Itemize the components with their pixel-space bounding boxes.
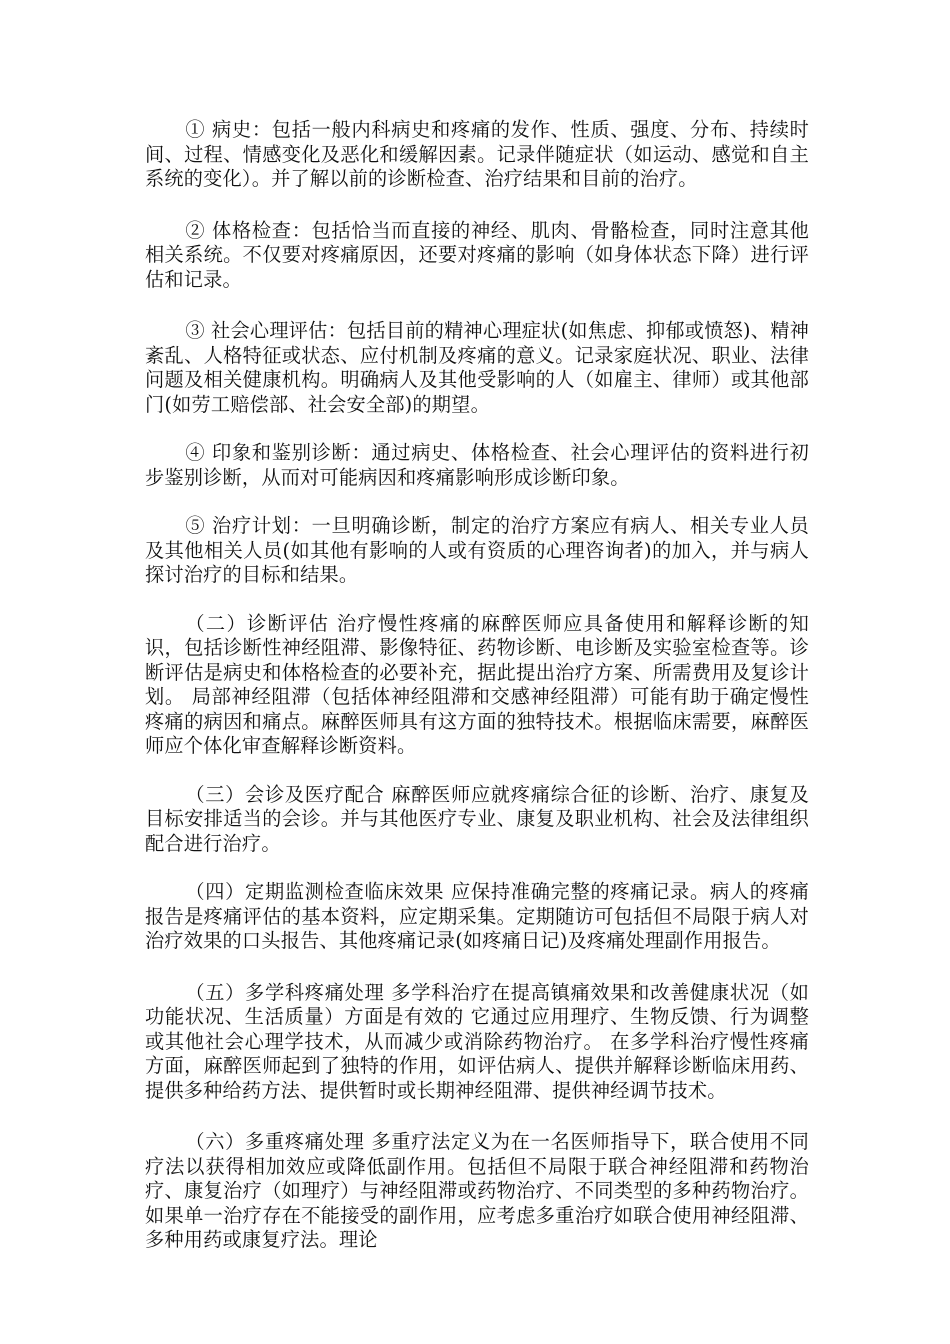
paragraph-consultation: （三）会诊及医疗配合 麻醉医师应就疼痛综合征的诊断、治疗、康复及目标安排适当的会诊。并与其他医疗专业、康复及职业机构、社会及法律组织配合进行治疗。	[145, 782, 809, 855]
paragraph-physical-exam: ② 体格检查：包括恰当而直接的神经、肌肉、骨骼检查，同时注意其他相关系统。不仅要对疼痛原因，还要对疼痛的影响（如身体状态下降）进行评估和记录。	[145, 218, 809, 291]
paragraph-periodic-monitoring: （四）定期监测检查临床效果 应保持准确完整的疼痛记录。病人的疼痛报告是疼痛评估的基本资料，应定期采集。定期随访可包括但不局限于病人对治疗效果的口头报告、其他疼痛记录(如疼痛日记)及疼痛处理副作用报告。	[145, 880, 809, 952]
paragraph-psychosocial-assessment: ③ 社会心理评估：包括目前的精神心理症状(如焦虑、抑郁或愤怒)、精神紊乱、人格特征或状态、应付机制及疼痛的意义。记录家庭状况、职业、法律问题及相关健康机构。明确病人及其他受影响的人（如雇主、律师）或其他部门(如劳工赔偿部、社会安全部)的期望。	[145, 319, 809, 416]
document-page	[145, 118, 809, 1253]
paragraph-multimodal: （六）多重疼痛处理 多重疗法定义为在一名医师指导下，联合使用不同疗法以获得相加效应或降低副作用。包括但不局限于联合神经阻滞和药物治疗、康复治疗（如理疗）与神经阻滞或药物治疗、不同类型的多种药物治疗。 如果单一治疗存在不能接受的副作用，应考虑多重治疗如联合使用神经阻滞、多种用药或康复疗法。理论	[145, 1130, 809, 1251]
paragraph-medical-history: ① 病史：包括一般内科病史和疼痛的发作、性质、强度、分布、持续时间、过程、情感变化及恶化和缓解因素。记录伴随症状（如运动、感觉和自主系统的变化）。并了解以前的诊断检查、治疗结果和目前的治疗。	[145, 118, 809, 190]
paragraph-differential-diagnosis: ④ 印象和鉴别诊断：通过病史、体格检查、社会心理评估的资料进行初步鉴别诊断，从而对可能病因和疼痛影响形成诊断印象。	[145, 441, 809, 489]
paragraph-diagnostic-evaluation: （二）诊断评估 治疗慢性疼痛的麻醉医师应具备使用和解释诊断的知识，包括诊断性神经阻滞、影像特征、药物诊断、电诊断及实验室检查等。诊断评估是病史和体格检查的必要补充，据此提出治疗方案、所需费用及复诊计划。 局部神经阻滞（包括体神经阻滞和交感神经阻滞）可能有助于确定慢性疼痛的病因和痛点。麻醉医师具有这方面的独特技术。根据临床需要，麻醉医师应个体化审查解释诊断资料。	[145, 611, 809, 757]
paragraph-multidisciplinary: （五）多学科疼痛处理 多学科治疗在提高镇痛效果和改善健康状况（如功能状况、生活质量）方面是有效的 它通过应用理疗、生物反馈、行为调整或其他社会心理学技术，从而减少或消除药物治疗。 在多学科治疗慢性疼痛方面，麻醉医师起到了独特的作用，如评估病人、提供并解释诊断临床用药、提供多种给药方法、提供暂时或长期神经阻滞、提供神经调节技术。	[145, 980, 809, 1102]
paragraph-treatment-plan: ⑤ 治疗计划：一旦明确诊断，制定的治疗方案应有病人、相关专业人员及其他相关人员(如其他有影响的人或有资质的心理咨询者)的加入，并与病人探讨治疗的目标和结果。	[145, 514, 809, 586]
